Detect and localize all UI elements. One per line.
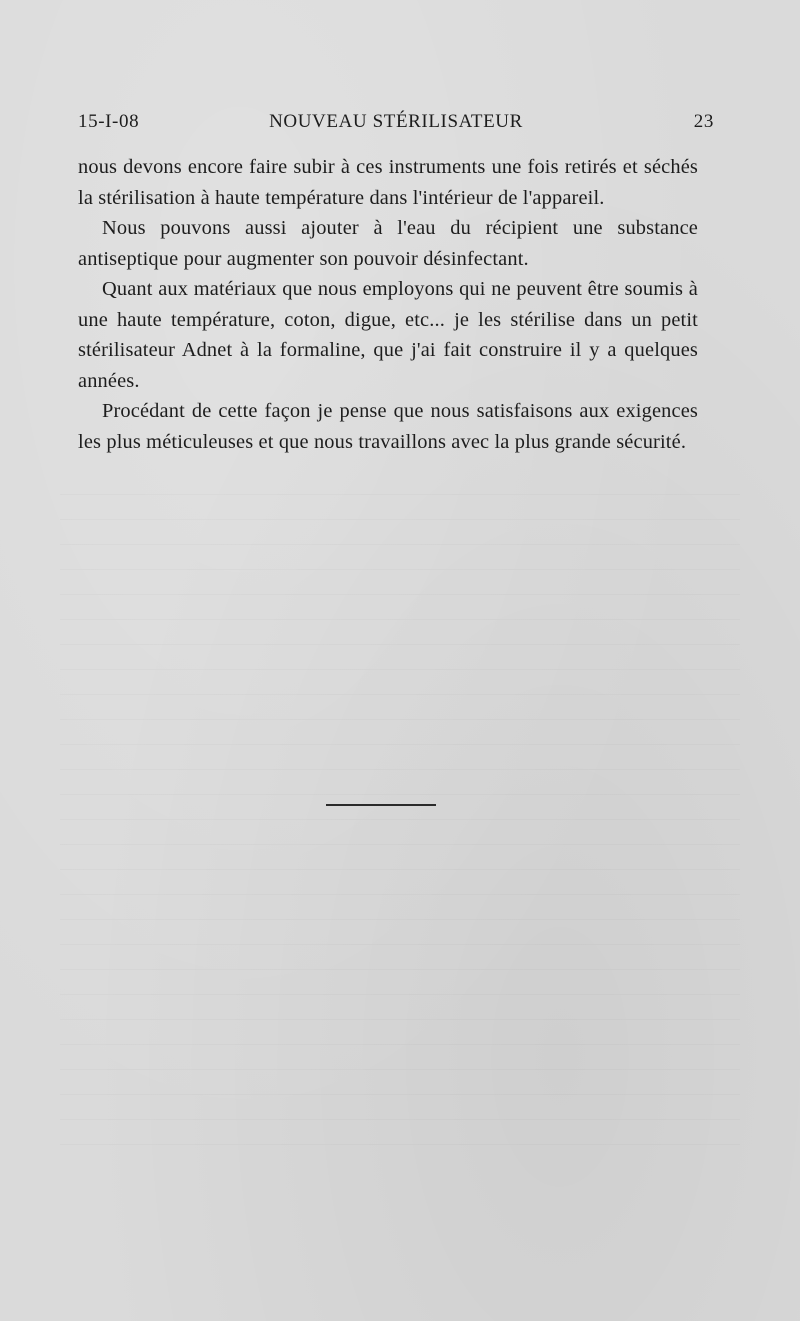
section-end-rule — [326, 804, 436, 806]
running-head — [78, 111, 714, 141]
page-number: 23 — [693, 111, 714, 132]
paragraph: Quant aux matériaux que nous employons qui ne peuvent être soumis à une haute température, coton, digue, etc... je les stérilise dans un petit stérilisateur Adnet à la formaline, que j'ai fait construire il y a quelques années. — [78, 278, 698, 392]
issue-date: 15-I-08 — [78, 111, 140, 132]
paragraph: Procédant de cette façon je pense que nous satisfaisons aux exigences les plus méticuleuses et que nous travaillons avec la plus grande sécurité. — [78, 400, 698, 453]
running-title: NOUVEAU STÉRILISATEUR — [269, 111, 523, 132]
paragraph: Nous pouvons aussi ajouter à l'eau du récipient une substance antiseptique pour augmenter son pouvoir désinfectant. — [78, 217, 698, 270]
bleed-through-texture — [60, 470, 740, 1145]
paragraph-continued: nous devons encore faire subir à ces instruments une fois retirés et séchés la stérilisation à haute température dans l'intérieur de l'appareil. — [78, 156, 698, 209]
body-text — [78, 152, 698, 457]
